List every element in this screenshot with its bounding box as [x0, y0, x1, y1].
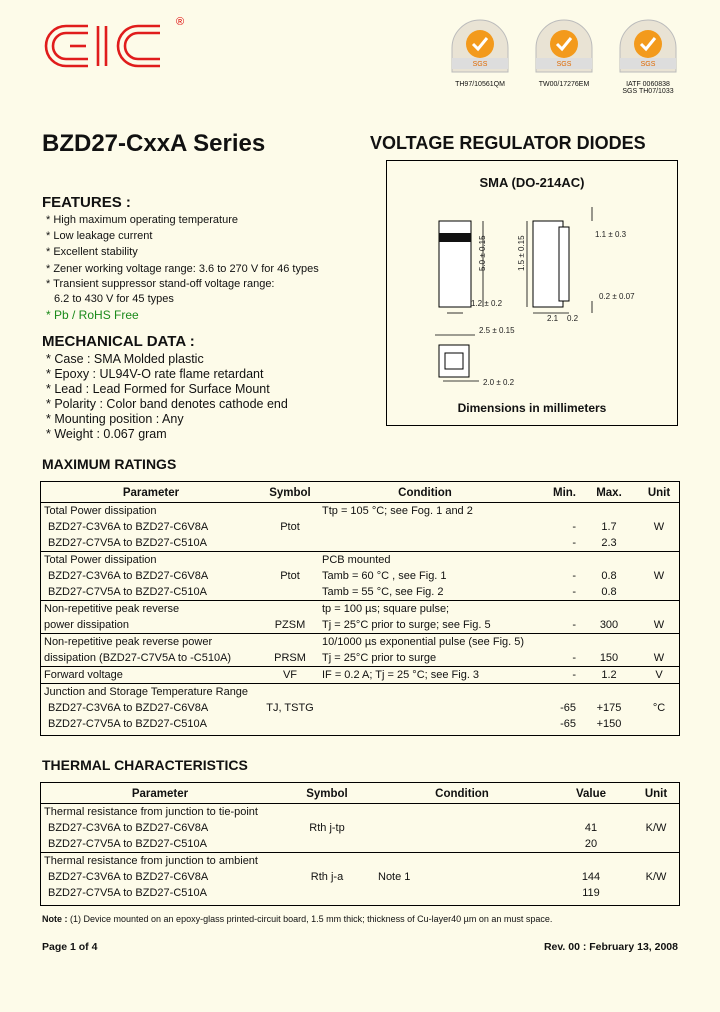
cell: BZD27-C7V5A to BZD27-C510A [48, 838, 207, 850]
thermal-table [40, 785, 680, 901]
cell [280, 853, 374, 870]
cell [632, 853, 680, 870]
cell: - [572, 570, 576, 582]
table-row [40, 601, 680, 618]
cert-code: TW00/17276EM [538, 81, 590, 88]
cell: tp = 100 µs; square pulse; [318, 601, 532, 618]
cell: BZD27-C7V5A to BZD27-C510A [48, 537, 207, 549]
cell [262, 684, 318, 701]
table-row [40, 503, 680, 520]
cell: Tj = 25°C prior to surge; see Fig. 5 [322, 619, 491, 631]
cell: 300 [599, 619, 619, 631]
table-row [40, 684, 680, 701]
list-item: * Transient suppressor stand-off voltage range: [46, 278, 275, 290]
cell [638, 634, 680, 651]
cell [262, 503, 318, 520]
cell: W [653, 652, 665, 664]
cell: dissipation (BZD27-C7V5A to -C510A) [44, 652, 232, 664]
cell [532, 634, 580, 651]
sgs-cert-icon [612, 14, 684, 76]
table-header-row [40, 785, 680, 804]
list-item: * Polarity : Color band denotes cathode end [46, 397, 288, 411]
dim-label: 2.1 [547, 314, 559, 323]
cell: 20 [584, 838, 598, 850]
cell: Ptot [280, 521, 300, 533]
cell: Rth j-a [310, 871, 344, 883]
cell: IF = 0.2 A; Tj = 25 °C; see Fig. 3 [318, 667, 532, 684]
cell: BZD27-C3V6A to BZD27-C6V8A [48, 570, 209, 582]
thermal-heading: THERMAL CHARACTERISTICS [42, 757, 248, 773]
cell [374, 853, 550, 870]
max-ratings-table [40, 484, 680, 732]
dim-label: 2.5 ± 0.15 [479, 326, 515, 335]
cell [318, 700, 532, 716]
cell: PCB mounted [318, 552, 532, 569]
cell [580, 684, 638, 701]
cell [280, 836, 374, 853]
cert-code: TH97/10561QM [455, 81, 505, 88]
cell: BZD27-C3V6A to BZD27-C6V8A [48, 871, 209, 883]
features-heading: FEATURES : [42, 194, 131, 211]
cell: VF [262, 667, 318, 684]
cell [532, 503, 580, 520]
list-item: * High maximum operating temperature [46, 214, 238, 226]
cell: Thermal resistance from junction to tie-point [40, 804, 280, 821]
table-row [40, 552, 680, 569]
table-row [40, 650, 680, 667]
table-row [40, 716, 680, 732]
cell [638, 601, 680, 618]
cell [318, 535, 532, 552]
cell: PRSM [274, 652, 306, 664]
package-outline-icon [387, 195, 677, 395]
cell: V [638, 667, 680, 684]
features-list [46, 213, 319, 323]
cell [580, 601, 638, 618]
cell [318, 519, 532, 535]
list-item: * Epoxy : UL94V-O rate flame retardant [46, 367, 264, 381]
cell: Ptot [280, 570, 300, 582]
cell [632, 885, 680, 901]
svg-text:SGS: SGS [556, 61, 572, 68]
note-label: Note : [42, 914, 68, 924]
cell: power dissipation [44, 619, 129, 631]
cell [374, 836, 550, 853]
iso9001-badge [444, 14, 516, 88]
ts16949-badge [612, 14, 684, 95]
cell [638, 552, 680, 569]
table-row [40, 519, 680, 535]
cell [262, 601, 318, 618]
table-row [40, 568, 680, 584]
page-subtitle: VOLTAGE REGULATOR DIODES [370, 133, 646, 153]
iso14001-badge [528, 14, 600, 88]
cell: Rth j-tp [309, 822, 345, 834]
svg-text:SGS: SGS [472, 61, 488, 68]
cell [632, 836, 680, 853]
table-row [40, 700, 680, 716]
cell [532, 684, 580, 701]
cell: °C [652, 702, 666, 714]
table-row [40, 804, 680, 821]
list-item: 6.2 to 430 V for 45 types [54, 293, 174, 305]
table-row [40, 869, 680, 885]
sgs-cert-icon [528, 14, 600, 76]
table-row [40, 853, 680, 870]
cell: Ttp = 105 °C; see Fog. 1 and 2 [318, 503, 532, 520]
cell: -65 [560, 702, 576, 714]
table-row [40, 820, 680, 836]
cell [262, 584, 318, 601]
cell: 10/1000 µs exponential pulse (see Fig. 5) [318, 634, 532, 651]
footnote [42, 914, 552, 924]
cell: - [572, 652, 576, 664]
cell: BZD27-C7V5A to BZD27-C510A [48, 887, 207, 899]
cell: W [653, 570, 665, 582]
cell: 1.2 [580, 667, 638, 684]
cell [374, 804, 550, 821]
cell: 1.7 [601, 521, 617, 533]
cell [374, 820, 550, 836]
cell [550, 804, 632, 821]
cell [580, 552, 638, 569]
dim-label: 1.1 ± 0.3 [595, 230, 627, 239]
cell [638, 535, 680, 552]
registered-mark: ® [176, 16, 185, 28]
max-ratings-heading: MAXIMUM RATINGS [42, 456, 177, 472]
table-row [40, 836, 680, 853]
cell: Note 1 [378, 871, 411, 883]
cell: K/W [645, 871, 667, 883]
rohs-item: * Pb / RoHS Free [46, 308, 139, 322]
cell: Non-repetitive peak reverse [40, 601, 262, 618]
col-header: Unit [644, 788, 668, 800]
cell: K/W [645, 822, 667, 834]
cell: +150 [596, 718, 622, 730]
cell: 150 [599, 652, 619, 664]
cell [632, 804, 680, 821]
col-header: Parameter [131, 788, 189, 800]
list-item: * Excellent stability [46, 246, 138, 258]
cert-code: SGS TH07/1033 [622, 88, 674, 95]
cell: 2.3 [601, 537, 617, 549]
list-item: * Zener working voltage range: 3.6 to 270 V for 46 types [46, 263, 319, 275]
dim-label: 0.2 [567, 314, 579, 323]
cell: PZSM [274, 619, 306, 631]
eic-logo [40, 20, 190, 72]
svg-text:SGS: SGS [640, 61, 656, 68]
cell: Total Power dissipation [40, 503, 262, 520]
table-row [40, 584, 680, 601]
cell: BZD27-C7V5A to BZD27-C510A [48, 718, 207, 730]
table-row [40, 885, 680, 901]
cell: TJ, TSTG [266, 702, 314, 714]
table-row [40, 634, 680, 651]
dimensions-caption: Dimensions in millimeters [457, 401, 607, 415]
cell [638, 584, 680, 601]
col-header: Parameter [122, 487, 180, 499]
note-text: (1) Device mounted on an epoxy-glass printed-circuit board, 1.5 mm thick; thickness of Cu-layer40 µm on an must space. [67, 914, 553, 924]
package-drawing-box [386, 160, 678, 426]
cell [280, 804, 374, 821]
package-name: SMA (DO-214AC) [479, 175, 585, 190]
cell: 0.8 [601, 570, 617, 582]
dim-label: 0.2 ± 0.07 [599, 292, 635, 301]
sgs-cert-icon [444, 14, 516, 76]
cell [638, 503, 680, 520]
cell: Thermal resistance from junction to ambient [40, 853, 280, 870]
cell: 41 [584, 822, 598, 834]
cell [318, 716, 532, 732]
page-title: BZD27-CxxA Series [42, 130, 266, 157]
col-header: Min. [553, 487, 576, 499]
cert-code: IATF 0060838 [626, 81, 670, 88]
page-number: Page 1 of 4 [42, 941, 98, 953]
cell [532, 552, 580, 569]
cell [638, 716, 680, 732]
list-item: * Lead : Lead Formed for Surface Mount [46, 382, 270, 396]
cell: 0.8 [601, 586, 617, 598]
cell: -65 [560, 718, 576, 730]
list-item: * Low leakage current [46, 230, 153, 242]
cell [318, 684, 532, 701]
col-header: Symbol [269, 487, 311, 499]
list-item: * Case : SMA Molded plastic [46, 352, 204, 366]
table-row [40, 667, 680, 684]
col-header: Unit [647, 487, 671, 499]
col-header: Condition [398, 487, 452, 499]
cell [280, 885, 374, 901]
revision-date: Rev. 00 : February 13, 2008 [543, 941, 678, 953]
table-row [40, 535, 680, 552]
col-header: Symbol [306, 788, 348, 800]
cell: BZD27-C7V5A to BZD27-C510A [48, 586, 207, 598]
table-row [40, 617, 680, 634]
cell [374, 885, 550, 901]
mechanical-heading: MECHANICAL DATA : [42, 333, 195, 350]
cell [580, 503, 638, 520]
cell: BZD27-C3V6A to BZD27-C6V8A [48, 702, 209, 714]
cell: - [532, 667, 580, 684]
mechanical-list [46, 352, 288, 442]
cell [580, 634, 638, 651]
cell: Junction and Storage Temperature Range [40, 684, 262, 701]
cell: Tamb = 60 °C , see Fig. 1 [322, 570, 447, 582]
dim-label: 1.2 ± 0.2 [471, 299, 503, 308]
cell [262, 634, 318, 651]
cell: BZD27-C3V6A to BZD27-C6V8A [48, 822, 209, 834]
cell: - [572, 537, 576, 549]
cell: Tj = 25°C prior to surge [322, 652, 437, 664]
cell [550, 853, 632, 870]
list-item: * Weight : 0.067 gram [46, 427, 167, 441]
cell: 119 [582, 887, 600, 899]
cell: +175 [596, 702, 622, 714]
cell [262, 552, 318, 569]
col-header: Max. [596, 487, 622, 499]
col-header: Value [575, 788, 607, 800]
cell: - [572, 586, 576, 598]
cell [262, 535, 318, 552]
cell [638, 684, 680, 701]
cell: Total Power dissipation [40, 552, 262, 569]
cell: W [653, 619, 665, 631]
dim-label: 1.5 ± 0.15 [517, 235, 526, 271]
table-header-row [40, 484, 680, 503]
cell: - [572, 619, 576, 631]
cell [262, 716, 318, 732]
cell: Non-repetitive peak reverse power [40, 634, 262, 651]
cell: 144 [581, 871, 601, 883]
cell [532, 601, 580, 618]
cell: - [572, 521, 576, 533]
dim-label: 2.0 ± 0.2 [483, 378, 515, 387]
cell: Tamb = 55 °C, see Fig. 2 [322, 586, 444, 598]
col-header: Condition [435, 788, 489, 800]
cell: Forward voltage [40, 667, 262, 684]
list-item: * Mounting position : Any [46, 412, 184, 426]
cell: BZD27-C3V6A to BZD27-C6V8A [48, 521, 209, 533]
dim-label: 5.0 ± 0.15 [478, 235, 487, 271]
cell: W [653, 521, 665, 533]
